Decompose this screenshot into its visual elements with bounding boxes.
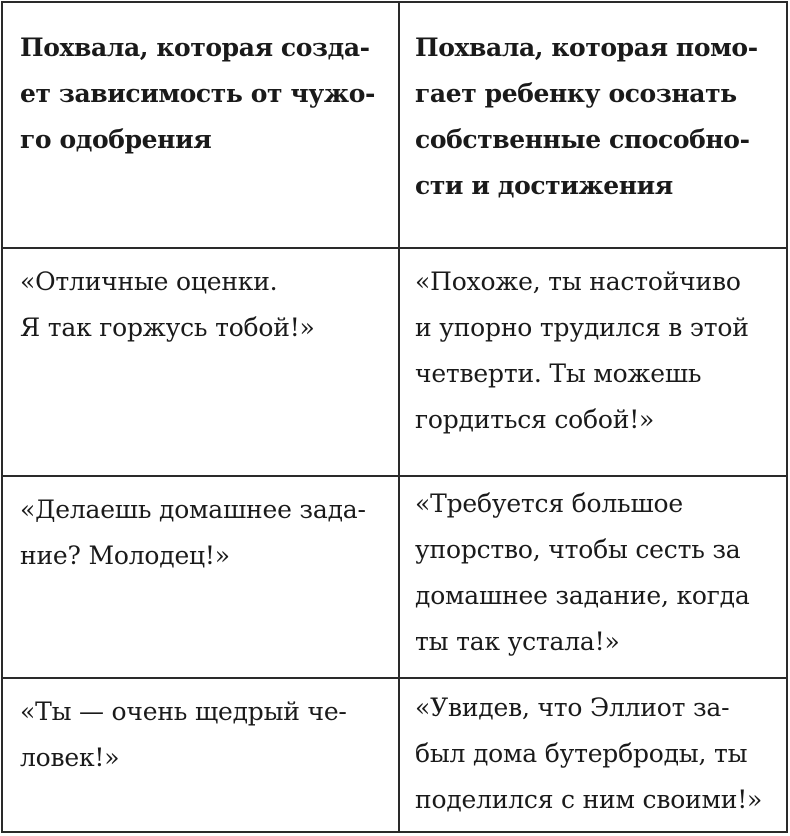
table-cell-empowering bbox=[400, 477, 786, 677]
header-text-line: сти и достижения bbox=[415, 171, 673, 200]
table-row bbox=[3, 475, 786, 677]
cell-text-line: «Требуется большое bbox=[415, 489, 683, 518]
table-cell-dependent bbox=[3, 679, 400, 831]
cell-text-line: был дома бутерброды, ты bbox=[415, 739, 748, 768]
cell-text-line: упорство, чтобы сесть за bbox=[415, 535, 741, 564]
cell-text-line: и упорно трудился в этой bbox=[415, 313, 749, 342]
cell-text-line: «Отличные оценки. bbox=[20, 267, 278, 296]
cell-text-line: домашнее задание, когда bbox=[415, 581, 750, 610]
table-row bbox=[3, 677, 786, 831]
table-cell-dependent bbox=[3, 249, 400, 475]
header-text-line: гает ребенку осознать bbox=[415, 79, 737, 108]
cell-text-line: «Увидев, что Эллиот за- bbox=[415, 693, 730, 722]
praise-comparison-table bbox=[1, 1, 788, 833]
header-text-line: го одобрения bbox=[20, 125, 212, 154]
header-cell-dependent-praise bbox=[3, 3, 400, 247]
table-row bbox=[3, 247, 786, 475]
table-cell-empowering bbox=[400, 679, 786, 831]
header-text-line: Похвала, которая созда- bbox=[20, 33, 370, 62]
cell-text-line: Я так горжусь тобой!» bbox=[20, 313, 315, 342]
cell-text-line: «Похоже, ты настойчиво bbox=[415, 267, 741, 296]
header-cell-empowering-praise bbox=[400, 3, 786, 247]
cell-text-line: «Делаешь домашнее зада- bbox=[20, 495, 366, 524]
cell-text-line: «Ты — очень щедрый че- bbox=[20, 697, 347, 726]
header-text-line: Похвала, которая помо- bbox=[415, 33, 758, 62]
cell-text-line: ловек!» bbox=[20, 743, 120, 772]
table-cell-empowering bbox=[400, 249, 786, 475]
cell-text-line: ние? Молодец!» bbox=[20, 541, 230, 570]
cell-text-line: ты так устала!» bbox=[415, 627, 620, 656]
cell-text-line: четверти. Ты можешь bbox=[415, 359, 702, 388]
header-text-line: собственные способно- bbox=[415, 125, 750, 154]
cell-text-line: поделился с ним своими!» bbox=[415, 785, 763, 814]
header-text-line: ет зависимость от чужо- bbox=[20, 79, 375, 108]
table-cell-dependent bbox=[3, 477, 400, 677]
table-header-row bbox=[3, 3, 786, 247]
cell-text-line: гордиться собой!» bbox=[415, 405, 655, 434]
